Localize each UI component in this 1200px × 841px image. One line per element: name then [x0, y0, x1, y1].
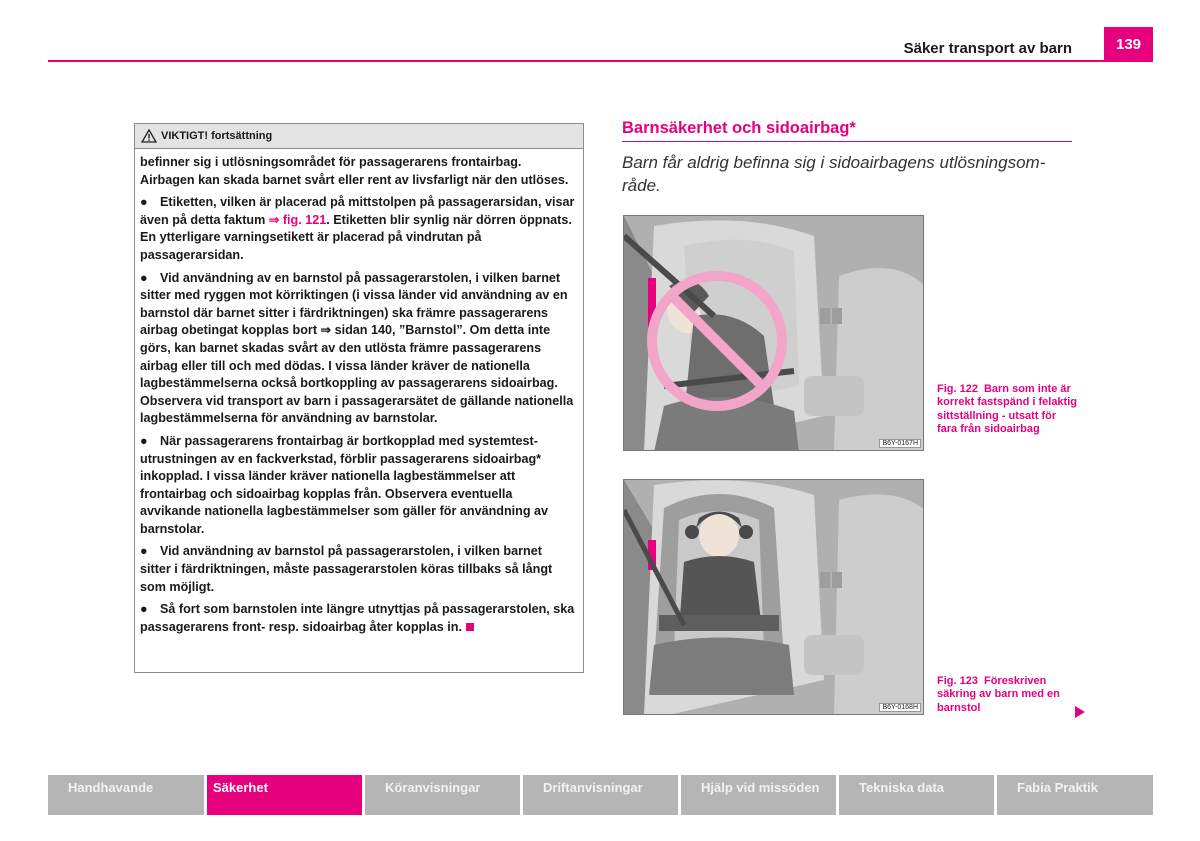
bullet-icon: ●	[140, 544, 148, 559]
figure-code: B6Y-0167H	[879, 439, 921, 448]
warning-body	[135, 149, 583, 636]
section-intro: Barn får aldrig befinna sig i sidoairbagens utlösningsområde.	[622, 153, 1046, 195]
warning-bullet: ● Vid användning av en barnstol på passagerarstolen, i vilken barnet sitter med ryggen mot körriktingen (i vissa länder vid användning av en barnstol där barnet sitter i färdriktningen) ska främre passagerarens airbag obetingat kopplas bort ⇒ sidan 140, ”Barnstol”. Om detta inte görs, kan barnet skadas svårt av den utlösta främre passagerarens airbag eller till och med dödas. I vissa länder kräver de nationella lagbestämmelserna också bortkoppling av passagerarens sidoairbag. Observera vid transport av barn i passagerarsätet de gällande nationella lagbestämmelserna för användning av barnstolar.	[140, 270, 574, 426]
warning-bullet: ● Så fort som barnstolen inte längre utnyttjas på passagerarstolen, ska passagerarens front- resp. sidoairbag åter kopplas in.	[140, 602, 575, 634]
nav-tab-driftanvisningar[interactable]: Driftanvisningar	[523, 775, 678, 815]
figure-122-image	[623, 215, 924, 451]
nav-tab-handhavande[interactable]: Handhavande	[48, 775, 204, 815]
nav-tab-sakerhet[interactable]: Säkerhet	[207, 775, 362, 815]
warning-bullet: ● Vid användning av barnstol på passagerarstolen, i vilken barnet sitter i färdriktningen, måste passagerarstolen köras tillbaks så långt som möjligt.	[140, 544, 553, 594]
bullet-icon: ●	[140, 433, 148, 448]
figure-caption-text: Föreskriven säkring av barn med en barnstol	[937, 675, 1060, 714]
fig-121-link[interactable]: ⇒ fig. 121	[268, 212, 327, 227]
figure-number: Fig. 123	[937, 675, 978, 687]
section-rule	[622, 141, 1072, 142]
figure-123-image	[623, 479, 924, 715]
nav-tab-fabia-praktik[interactable]: Fabia Praktik	[997, 775, 1153, 815]
warning-box	[134, 123, 584, 673]
figure-123-caption	[937, 675, 1077, 715]
warning-label: VIKTIGT! fortsättning	[161, 130, 273, 142]
warning-bullet: ● Etiketten, vilken är placerad på mittstolpen på passagerarsidan, visar även på detta faktum ⇒ fig. 121. Etiketten blir synlig när dörren öppnats. En ytterligare varningsetikett är placerad på vindrutan på passagerarsidan.	[140, 195, 575, 262]
running-header-title: Säker transport av barn	[903, 40, 1072, 57]
nav-tab-tekniska-data[interactable]: Tekniska data	[839, 775, 994, 815]
figure-number: Fig. 122	[937, 383, 978, 395]
warning-triangle-icon	[141, 129, 157, 143]
nav-tab-hjalp[interactable]: Hjälp vid missöden	[681, 775, 836, 815]
chapter-nav	[48, 775, 1153, 815]
section-title: Barnsäkerhet och sidoairbag*	[622, 119, 856, 137]
warning-header	[135, 124, 583, 149]
bullet-icon: ●	[140, 195, 148, 210]
nav-tab-koranvisningar[interactable]: Köranvisningar	[365, 775, 520, 815]
figure-122-caption	[937, 383, 1077, 436]
bullet-icon: ●	[140, 270, 148, 285]
end-mark-icon	[466, 623, 474, 631]
figure-code: B6Y-0168H	[879, 703, 921, 712]
warning-paragraph: befinner sig i utlösningsområdet för passagerarens frontairbag. Airbagen kan skada barnet svårt eller rent av livsfarligt när den utlöses.	[140, 155, 569, 187]
figure-caption-text: Barn som inte är korrekt fastspänd i felaktig sittställning - utsatt för fara från sidoairbag	[937, 383, 1077, 435]
warning-bullet: ● När passagerarens frontairbag är bortkopplad med systemtestutrustningen av en fackverkstad, förblir passagerarens sidoairbag* inkopplad. I vissa länder kräver nationella lagbestämmelser att frontairbag och sidoairbag kopplas från. Observera eventuella avvikande nationella lagbestämmelser som gäller för användning av barnstolar.	[140, 433, 549, 536]
header-rule	[48, 60, 1152, 62]
page-number: 139	[1104, 27, 1153, 62]
bullet-icon: ●	[140, 602, 148, 617]
next-page-arrow-icon[interactable]	[1075, 706, 1085, 718]
